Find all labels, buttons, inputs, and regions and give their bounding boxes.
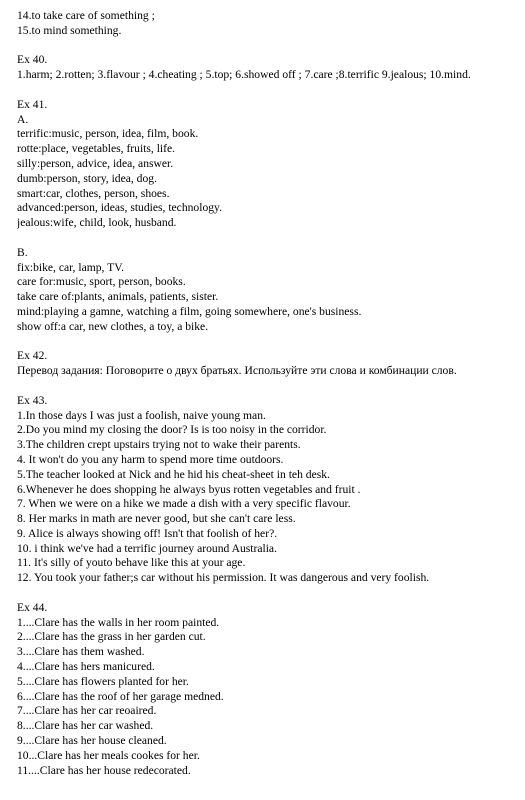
section — [17, 601, 525, 779]
text-line: 9. Alice is always showing off! Isn't that foolish of her?. — [17, 526, 278, 540]
text-line: 2....Clare has the grass in her garden cut. — [17, 630, 206, 644]
text-line: 5.The teacher looked at Nick and he hid his cheat-sheet in teh desk. — [17, 467, 330, 481]
section — [17, 394, 525, 586]
text-line: 8....Clare has her car washed. — [17, 719, 154, 733]
text-line: take care of:plants, animals, patients, sister. — [17, 290, 219, 304]
section-heading: Ex 42. — [17, 349, 48, 363]
text-line: rotte:place, vegetables, fruits, life. — [17, 142, 176, 156]
section-heading: Ex 43. — [17, 393, 48, 407]
section-heading: Ex 40. — [17, 53, 48, 67]
text-line: 7....Clare has her car reoaired. — [17, 704, 157, 718]
blank-line — [17, 586, 525, 601]
text-line: 9....Clare has her house cleaned. — [17, 734, 167, 748]
section-heading: Ex 41. — [17, 97, 48, 111]
text-line: 11. It's silly of youto behave like this at your age. — [17, 556, 246, 570]
text-line: 11....Clare has her house redecorated. — [17, 763, 191, 777]
text-line: B. — [17, 245, 28, 259]
text-line: silly:person, advice, idea, answer. — [17, 156, 174, 170]
text-line: terrific:music, person, idea, film, book. — [17, 127, 199, 141]
section — [17, 9, 525, 39]
section — [17, 53, 525, 83]
text-line: 1.In those days I was just a foolish, naive young man. — [17, 408, 266, 422]
blank-line — [17, 379, 525, 394]
text-line: 6.Whenever he does shopping he always byus rotten vegetables and fruit . — [17, 482, 361, 496]
text-line: 10. i think we've had a terrific journey around Australia. — [17, 541, 277, 555]
text-line: 4....Clare has hers manicured. — [17, 660, 155, 674]
section — [17, 98, 525, 231]
text-line: 7. When we were on a hike we made a dish with a very specific flavour. — [17, 497, 351, 511]
blank-line — [17, 39, 525, 54]
section — [17, 349, 525, 379]
text-line: 1....Clare has the walls in her room painted. — [17, 615, 220, 629]
text-line: 3.The children crept upstairs trying not to wake their parents. — [17, 438, 301, 452]
blank-line — [17, 335, 525, 350]
blank-line — [17, 231, 525, 246]
text-line: show off:a car, new clothes, a toy, a bike. — [17, 319, 209, 333]
text-line: mind:playing a gamne, watching a film, going somewhere, one's business. — [17, 304, 362, 318]
text-line: fix:bike, car, lamp, TV. — [17, 260, 124, 274]
text-line: 14.to take care of something ; — [17, 9, 155, 22]
section — [17, 246, 525, 335]
text-line: 8. Her marks in math are never good, but she can't care less. — [17, 512, 296, 526]
text-line: 15.to mind something. — [17, 23, 122, 37]
text-line: 10...Clare has her meals cookes for her. — [17, 748, 200, 762]
text-line: 3....Clare has them washed. — [17, 645, 145, 659]
text-line: 1.harm; 2.rotten; 3.flavour ; 4.cheating ; 5.top; 6.showed off ; 7.care ;8.terrific 9.jealous; 10.mind. — [17, 68, 471, 82]
text-line: A. — [17, 112, 29, 126]
text-line: dumb:person, story, idea, dog. — [17, 171, 157, 185]
text-line: 5....Clare has flowers planted for her. — [17, 674, 189, 688]
text-line: advanced:person, ideas, studies, technology. — [17, 201, 222, 215]
text-line: smart:car, clothes, person, shoes. — [17, 186, 170, 200]
text-line: 12. You took your father;s car without his permission. It was dangerous and very foolish. — [17, 571, 430, 585]
section-heading: Ex 44. — [17, 600, 48, 614]
text-line: Перевод задания: Поговорите о двух братьях. Используйте эти слова и комбинации слов. — [17, 364, 457, 378]
text-line: 2.Do you mind my closing the door? Is is too noisy in the corridor. — [17, 423, 327, 437]
text-line: jealous:wife, child, look, husband. — [17, 216, 177, 230]
text-line: care for:music, sport, person, books. — [17, 275, 186, 289]
text-line: 4. It won't do you any harm to spend more time outdoors. — [17, 452, 284, 466]
blank-line — [17, 83, 525, 98]
text-line: 6....Clare has the roof of her garage medned. — [17, 689, 224, 703]
